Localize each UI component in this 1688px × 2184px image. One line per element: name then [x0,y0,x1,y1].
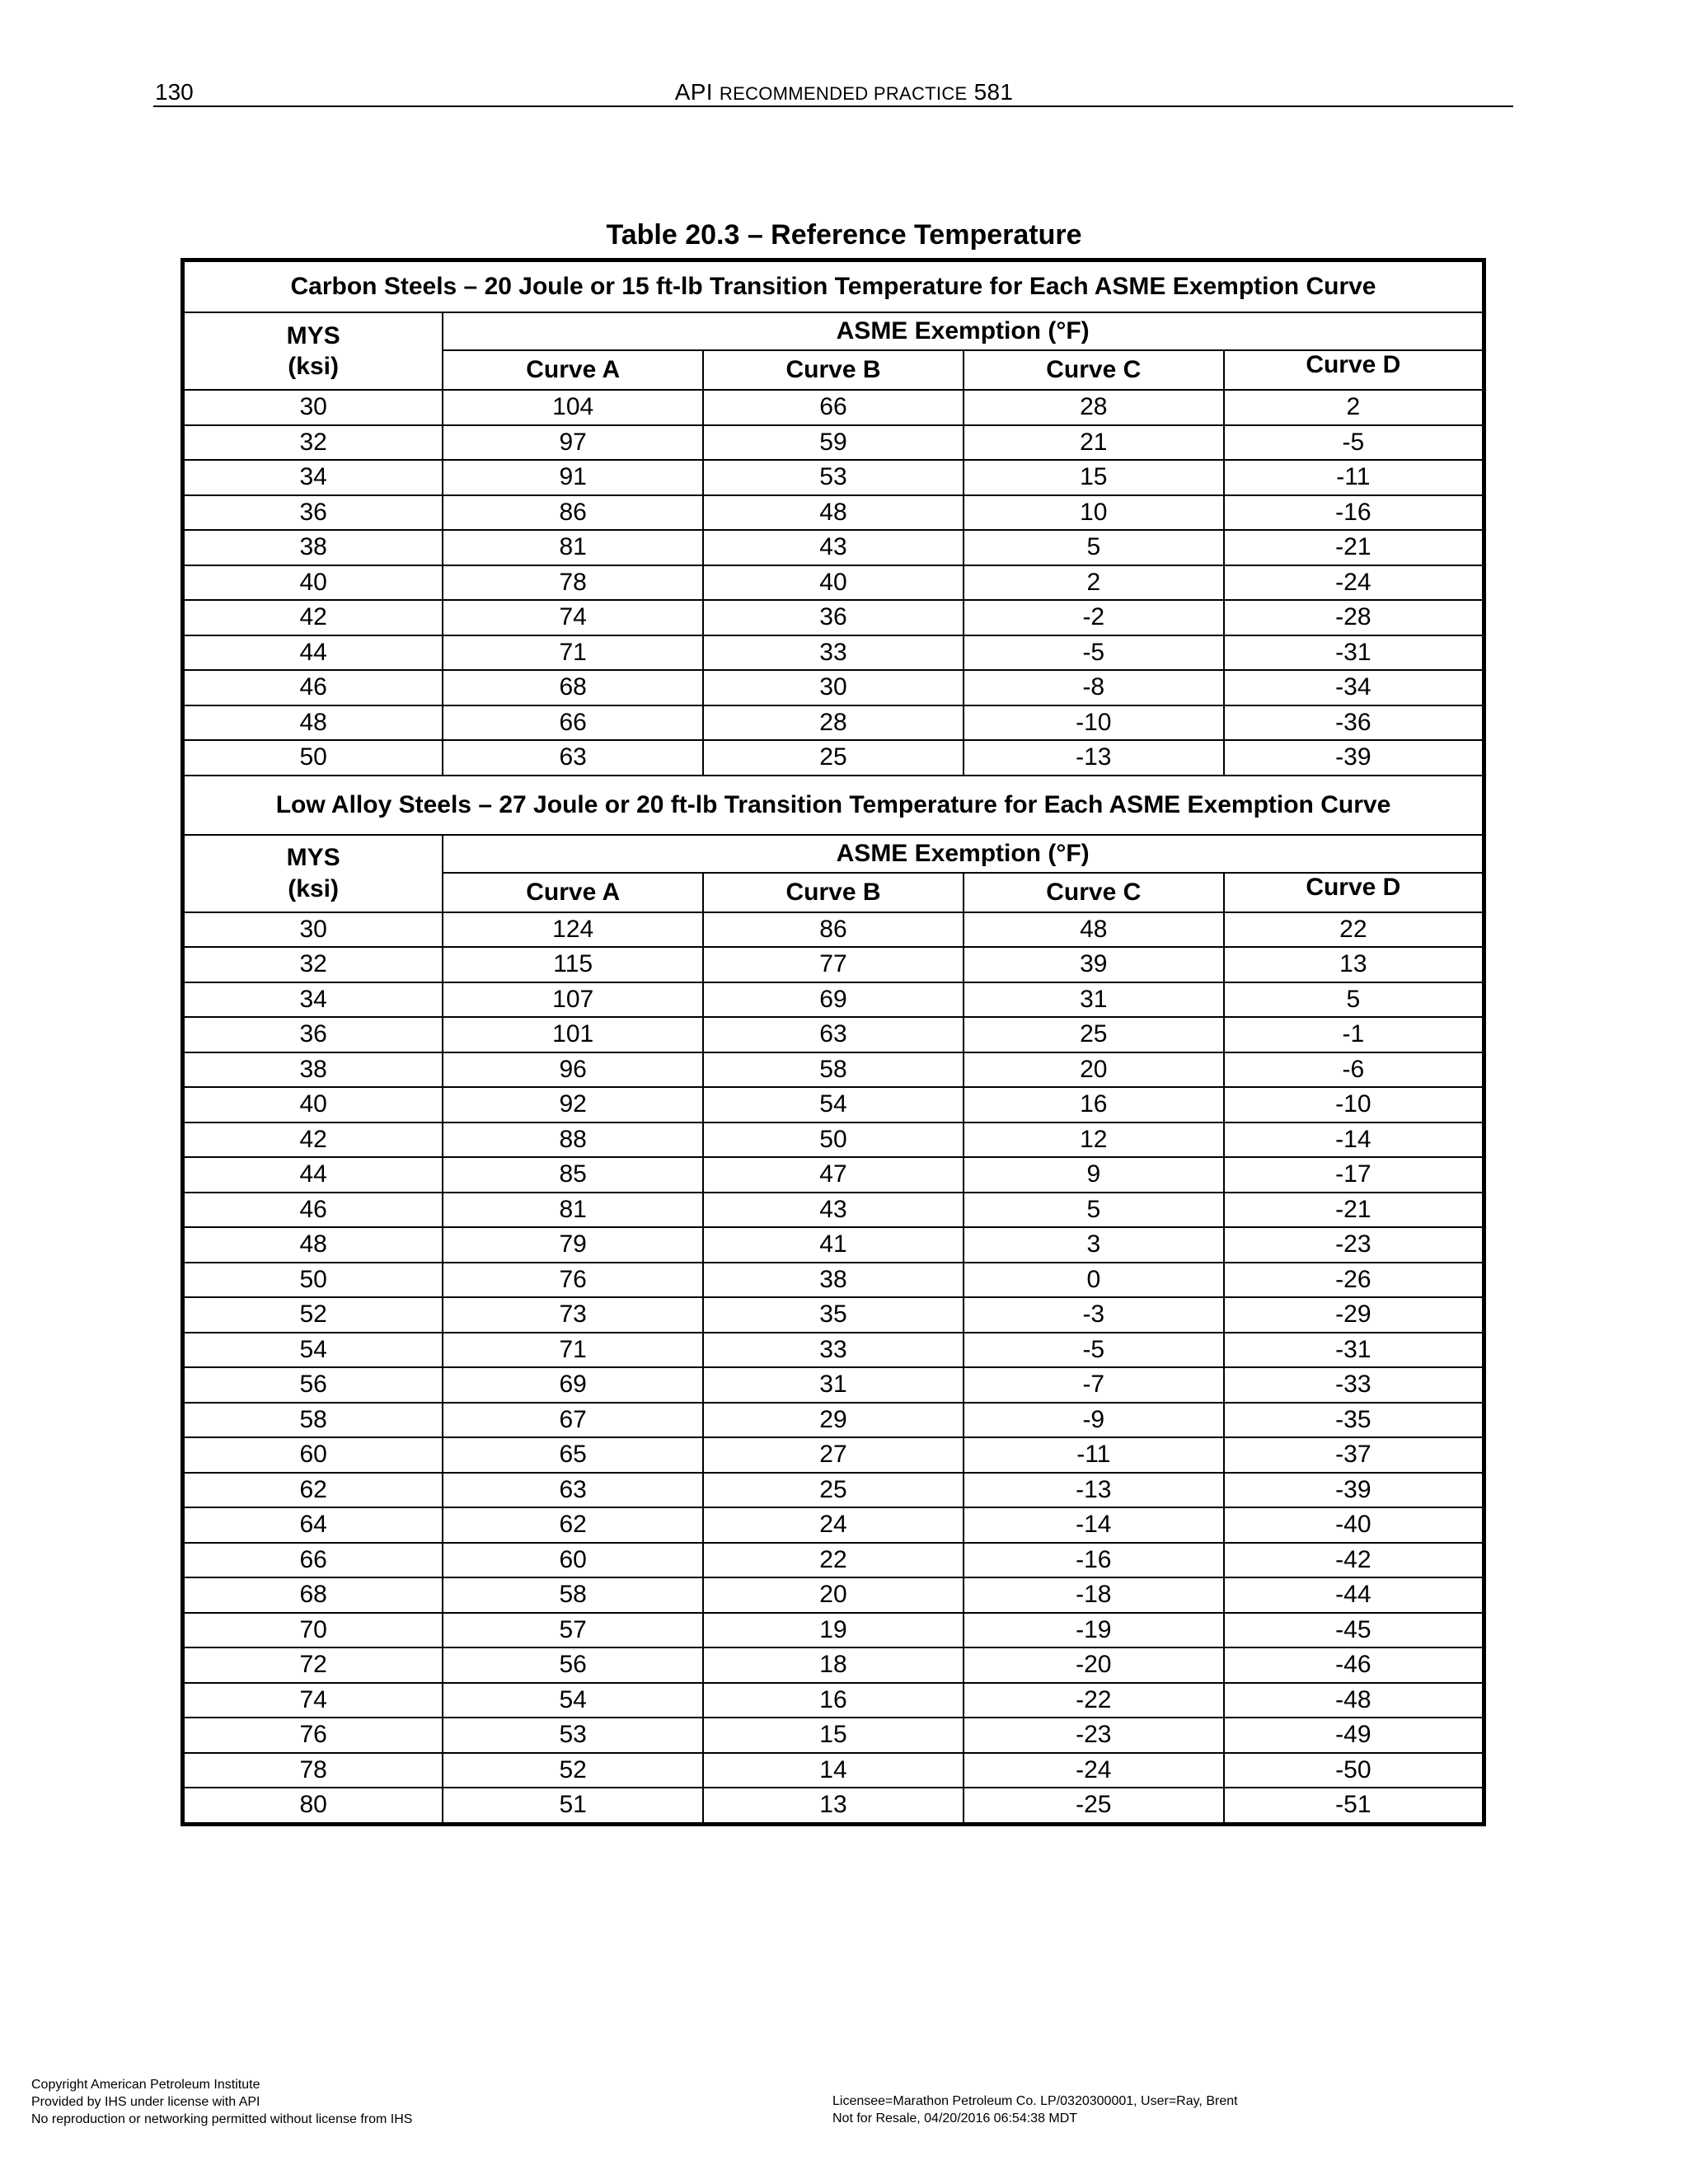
low-alloy-steels-title: Low Alloy Steels – 27 Joule or 20 ft-lb Transition Temperature for Each ASME Exemption Curve [183,776,1484,835]
curve-d-cell: -44 [1224,1577,1484,1613]
mys-cell: 72 [183,1647,443,1683]
curve-c-cell: 12 [964,1122,1224,1158]
curve-d-cell: -21 [1224,530,1484,565]
table-row [183,1753,1484,1788]
table-row [183,1577,1484,1613]
curve-d-cell: -24 [1224,565,1484,601]
curve-c-cell: -9 [964,1403,1224,1438]
curve-a-cell: 76 [443,1263,703,1298]
curve-b-cell: 15 [703,1718,964,1753]
carbon-steels-rows [183,390,1484,776]
curve-d-cell: -40 [1224,1507,1484,1543]
curve-c-cell: 31 [964,982,1224,1018]
running-header [0,79,1688,105]
curve-c-cell: -14 [964,1507,1224,1543]
mys-cell: 50 [183,740,443,776]
curve-a-cell: 79 [443,1227,703,1263]
curve-b-cell: 35 [703,1297,964,1333]
footer-line: Copyright American Petroleum Institute [31,2078,260,2092]
curve-b-cell: 43 [703,530,964,565]
table-row [183,1017,1484,1052]
curve-a-cell: 66 [443,705,703,741]
running-header-prefix: API [674,79,720,105]
curve-c-cell: 5 [964,1193,1224,1228]
curve-b-cell: 33 [703,635,964,671]
curve-a-cell: 124 [443,912,703,948]
curve-b-cell: 25 [703,1473,964,1508]
curve-b-cell: 14 [703,1753,964,1788]
table-row [183,947,1484,982]
curve-b-cell: 69 [703,982,964,1018]
mys-cell: 32 [183,947,443,982]
curve-c-cell: -23 [964,1718,1224,1753]
footer-line: Provided by IHS under license with API [31,2095,260,2109]
curve-c-cell: 0 [964,1263,1224,1298]
curve-a-cell: 65 [443,1437,703,1473]
curve-a-cell: 57 [443,1613,703,1648]
curve-b-cell: 33 [703,1333,964,1368]
table-row [183,1437,1484,1473]
curve-c-cell: -18 [964,1577,1224,1613]
curve-b-cell: 77 [703,947,964,982]
curve-b-cell: 47 [703,1157,964,1193]
curve-a-cell: 97 [443,425,703,461]
table-row [183,635,1484,671]
curve-d-cell: -39 [1224,740,1484,776]
curve-a-cell: 71 [443,635,703,671]
curve-a-cell: 54 [443,1683,703,1718]
table-row [183,1227,1484,1263]
curve-a-header: Curve A [443,873,703,912]
mys-cell: 44 [183,1157,443,1193]
curve-a-cell: 56 [443,1647,703,1683]
curve-c-cell: -7 [964,1367,1224,1403]
mys-cell: 38 [183,1052,443,1088]
curve-a-cell: 63 [443,1473,703,1508]
curve-a-cell: 63 [443,740,703,776]
mys-cell: 78 [183,1753,443,1788]
table-row [183,530,1484,565]
curve-c-cell: -25 [964,1788,1224,1824]
curve-d-cell: -42 [1224,1543,1484,1578]
mys-cell: 34 [183,460,443,495]
curve-a-cell: 91 [443,460,703,495]
curve-b-cell: 48 [703,495,964,531]
curve-b-cell: 40 [703,565,964,601]
curve-d-cell: -11 [1224,460,1484,495]
curve-c-cell: 10 [964,495,1224,531]
mys-cell: 32 [183,425,443,461]
mys-label: MYS [286,321,340,349]
mys-column-header [183,835,443,912]
table-row [183,1788,1484,1824]
curve-c-cell: -13 [964,1473,1224,1508]
curve-d-cell: -21 [1224,1193,1484,1228]
curve-d-cell: -45 [1224,1613,1484,1648]
curve-b-cell: 53 [703,460,964,495]
carbon-steels-title: Carbon Steels – 20 Joule or 15 ft-lb Transition Temperature for Each ASME Exemption Curve [183,260,1484,313]
mys-cell: 36 [183,495,443,531]
curve-b-cell: 24 [703,1507,964,1543]
footer-line: No reproduction or networking permitted without license from IHS [31,2112,413,2126]
curve-c-cell: -24 [964,1753,1224,1788]
curve-a-cell: 88 [443,1122,703,1158]
running-header-suffix: 581 [967,79,1014,105]
mys-cell: 40 [183,1087,443,1122]
curve-b-cell: 31 [703,1367,964,1403]
curve-a-cell: 101 [443,1017,703,1052]
curve-b-cell: 50 [703,1122,964,1158]
curve-d-cell: -46 [1224,1647,1484,1683]
curve-b-cell: 19 [703,1613,964,1648]
curve-d-cell: -49 [1224,1718,1484,1753]
curve-b-cell: 43 [703,1193,964,1228]
curve-d-cell: -36 [1224,705,1484,741]
mys-cell: 30 [183,390,443,425]
curve-d-cell: 13 [1224,947,1484,982]
header-rule [153,105,1513,107]
curve-c-cell: -8 [964,670,1224,705]
running-header-smallcaps: RECOMMENDED PRACTICE [719,83,968,104]
curve-c-cell: 39 [964,947,1224,982]
mys-cell: 46 [183,670,443,705]
mys-cell: 52 [183,1297,443,1333]
curve-d-cell: -50 [1224,1753,1484,1788]
curve-d-cell: -5 [1224,425,1484,461]
mys-cell: 34 [183,982,443,1018]
table-row [183,1718,1484,1753]
curve-d-cell: 22 [1224,912,1484,948]
curve-c-cell: -13 [964,740,1224,776]
curve-a-cell: 81 [443,530,703,565]
curve-d-cell: -31 [1224,1333,1484,1368]
table-caption: Table 20.3 – Reference Temperature [606,219,1082,251]
curve-b-cell: 30 [703,670,964,705]
curve-c-cell: -16 [964,1543,1224,1578]
curve-b-cell: 36 [703,600,964,635]
curve-a-cell: 51 [443,1788,703,1824]
mys-unit: (ksi) [288,874,339,902]
curve-d-cell: -23 [1224,1227,1484,1263]
curve-a-cell: 71 [443,1333,703,1368]
curve-d-cell: -26 [1224,1263,1484,1298]
mys-column-header [183,312,443,390]
page-number: 130 [155,79,194,105]
curve-c-cell: 28 [964,390,1224,425]
curve-d-cell: -31 [1224,635,1484,671]
mys-cell: 38 [183,530,443,565]
curve-c-cell: 48 [964,912,1224,948]
curve-d-header: Curve D [1224,350,1484,390]
curve-d-cell: -1 [1224,1017,1484,1052]
curve-c-header: Curve C [964,350,1224,390]
curve-b-cell: 54 [703,1087,964,1122]
mys-cell: 36 [183,1017,443,1052]
curve-a-cell: 78 [443,565,703,601]
curve-d-header: Curve D [1224,873,1484,912]
curve-d-cell: -17 [1224,1157,1484,1193]
curve-a-cell: 73 [443,1297,703,1333]
table-row [183,600,1484,635]
mys-cell: 56 [183,1367,443,1403]
curve-b-cell: 66 [703,390,964,425]
mys-cell: 64 [183,1507,443,1543]
curve-a-header: Curve A [443,350,703,390]
curve-c-cell: 5 [964,530,1224,565]
table-row [183,495,1484,531]
mys-cell: 66 [183,1543,443,1578]
mys-cell: 42 [183,600,443,635]
curve-a-cell: 107 [443,982,703,1018]
curve-a-cell: 67 [443,1403,703,1438]
curve-d-cell: 2 [1224,390,1484,425]
curve-a-cell: 92 [443,1087,703,1122]
curve-b-cell: 20 [703,1577,964,1613]
mys-cell: 42 [183,1122,443,1158]
mys-unit: (ksi) [288,353,339,380]
asme-exemption-header: ASME Exemption (°F) [443,312,1484,350]
curve-c-cell: 15 [964,460,1224,495]
asme-exemption-header: ASME Exemption (°F) [443,835,1484,873]
curve-b-cell: 86 [703,912,964,948]
low-alloy-steels-rows [183,912,1484,1825]
curve-d-cell: -10 [1224,1087,1484,1122]
table-row [183,982,1484,1018]
table-row [183,1297,1484,1333]
table-row [183,1122,1484,1158]
reference-temperature-table [181,258,1486,1826]
mys-cell: 48 [183,1227,443,1263]
curve-b-cell: 63 [703,1017,964,1052]
curve-a-cell: 81 [443,1193,703,1228]
curve-d-cell: -28 [1224,600,1484,635]
table-row [183,1647,1484,1683]
table-row [183,1507,1484,1543]
footer-line: Licensee=Marathon Petroleum Co. LP/0320300001, User=Ray, Brent [832,2094,1238,2108]
table-row [183,912,1484,948]
table-row [183,1052,1484,1088]
curve-a-cell: 69 [443,1367,703,1403]
curve-a-cell: 62 [443,1507,703,1543]
curve-d-cell: -48 [1224,1683,1484,1718]
curve-a-cell: 115 [443,947,703,982]
mys-cell: 60 [183,1437,443,1473]
curve-a-cell: 58 [443,1577,703,1613]
curve-a-cell: 86 [443,495,703,531]
curve-b-cell: 25 [703,740,964,776]
curve-c-header: Curve C [964,873,1224,912]
curve-d-cell: -6 [1224,1052,1484,1088]
curve-c-cell: -5 [964,1333,1224,1368]
mys-cell: 62 [183,1473,443,1508]
curve-b-cell: 27 [703,1437,964,1473]
mys-cell: 76 [183,1718,443,1753]
footer-copyright [31,2076,412,2128]
curve-d-cell: -14 [1224,1122,1484,1158]
table-row [183,1683,1484,1718]
curve-a-cell: 74 [443,600,703,635]
curve-a-cell: 52 [443,1753,703,1788]
curve-d-cell: -37 [1224,1437,1484,1473]
curve-c-cell: -20 [964,1647,1224,1683]
mys-label: MYS [286,844,340,871]
curve-d-cell: -33 [1224,1367,1484,1403]
curve-b-cell: 38 [703,1263,964,1298]
carbon-steels-header [183,260,1484,391]
table-row [183,1367,1484,1403]
curve-c-cell: -22 [964,1683,1224,1718]
curve-c-cell: -2 [964,600,1224,635]
footer-license [832,2093,1238,2127]
curve-c-cell: -19 [964,1613,1224,1648]
curve-a-cell: 53 [443,1718,703,1753]
curve-a-cell: 68 [443,670,703,705]
footer-line: Not for Resale, 04/20/2016 06:54:38 MDT [832,2111,1078,2125]
table-row [183,740,1484,776]
table-row [183,1543,1484,1578]
curve-b-cell: 13 [703,1788,964,1824]
table-row [183,565,1484,601]
curve-c-cell: 21 [964,425,1224,461]
mys-cell: 46 [183,1193,443,1228]
mys-cell: 70 [183,1613,443,1648]
curve-d-cell: -39 [1224,1473,1484,1508]
table-row [183,1263,1484,1298]
mys-cell: 80 [183,1788,443,1824]
curve-d-cell: -16 [1224,495,1484,531]
table-row [183,1157,1484,1193]
curve-b-header: Curve B [703,350,964,390]
table-row [183,390,1484,425]
curve-c-cell: 16 [964,1087,1224,1122]
curve-b-cell: 22 [703,1543,964,1578]
curve-b-cell: 28 [703,705,964,741]
mys-cell: 40 [183,565,443,601]
curve-b-cell: 41 [703,1227,964,1263]
table-row [183,1473,1484,1508]
table-row [183,1087,1484,1122]
curve-b-cell: 59 [703,425,964,461]
table-row [183,1403,1484,1438]
curve-c-cell: 25 [964,1017,1224,1052]
mys-cell: 58 [183,1403,443,1438]
mys-cell: 50 [183,1263,443,1298]
table-row [183,460,1484,495]
table-row [183,705,1484,741]
table-row [183,1613,1484,1648]
curve-b-cell: 18 [703,1647,964,1683]
low-alloy-steels-header [183,776,1484,912]
curve-b-cell: 58 [703,1052,964,1088]
curve-c-cell: -10 [964,705,1224,741]
curve-c-cell: -3 [964,1297,1224,1333]
curve-c-cell: 2 [964,565,1224,601]
curve-c-cell: 3 [964,1227,1224,1263]
table-row [183,1333,1484,1368]
curve-d-cell: -29 [1224,1297,1484,1333]
mys-cell: 54 [183,1333,443,1368]
curve-a-cell: 85 [443,1157,703,1193]
curve-a-cell: 60 [443,1543,703,1578]
table-row [183,1193,1484,1228]
curve-d-cell: -35 [1224,1403,1484,1438]
curve-a-cell: 96 [443,1052,703,1088]
curve-a-cell: 104 [443,390,703,425]
curve-b-cell: 29 [703,1403,964,1438]
mys-cell: 74 [183,1683,443,1718]
curve-b-cell: 16 [703,1683,964,1718]
mys-cell: 30 [183,912,443,948]
mys-cell: 48 [183,705,443,741]
mys-cell: 44 [183,635,443,671]
curve-b-header: Curve B [703,873,964,912]
curve-c-cell: 9 [964,1157,1224,1193]
curve-d-cell: 5 [1224,982,1484,1018]
curve-c-cell: 20 [964,1052,1224,1088]
curve-c-cell: -11 [964,1437,1224,1473]
curve-d-cell: -34 [1224,670,1484,705]
curve-d-cell: -51 [1224,1788,1484,1824]
table-row [183,670,1484,705]
table-row [183,425,1484,461]
mys-cell: 68 [183,1577,443,1613]
curve-c-cell: -5 [964,635,1224,671]
